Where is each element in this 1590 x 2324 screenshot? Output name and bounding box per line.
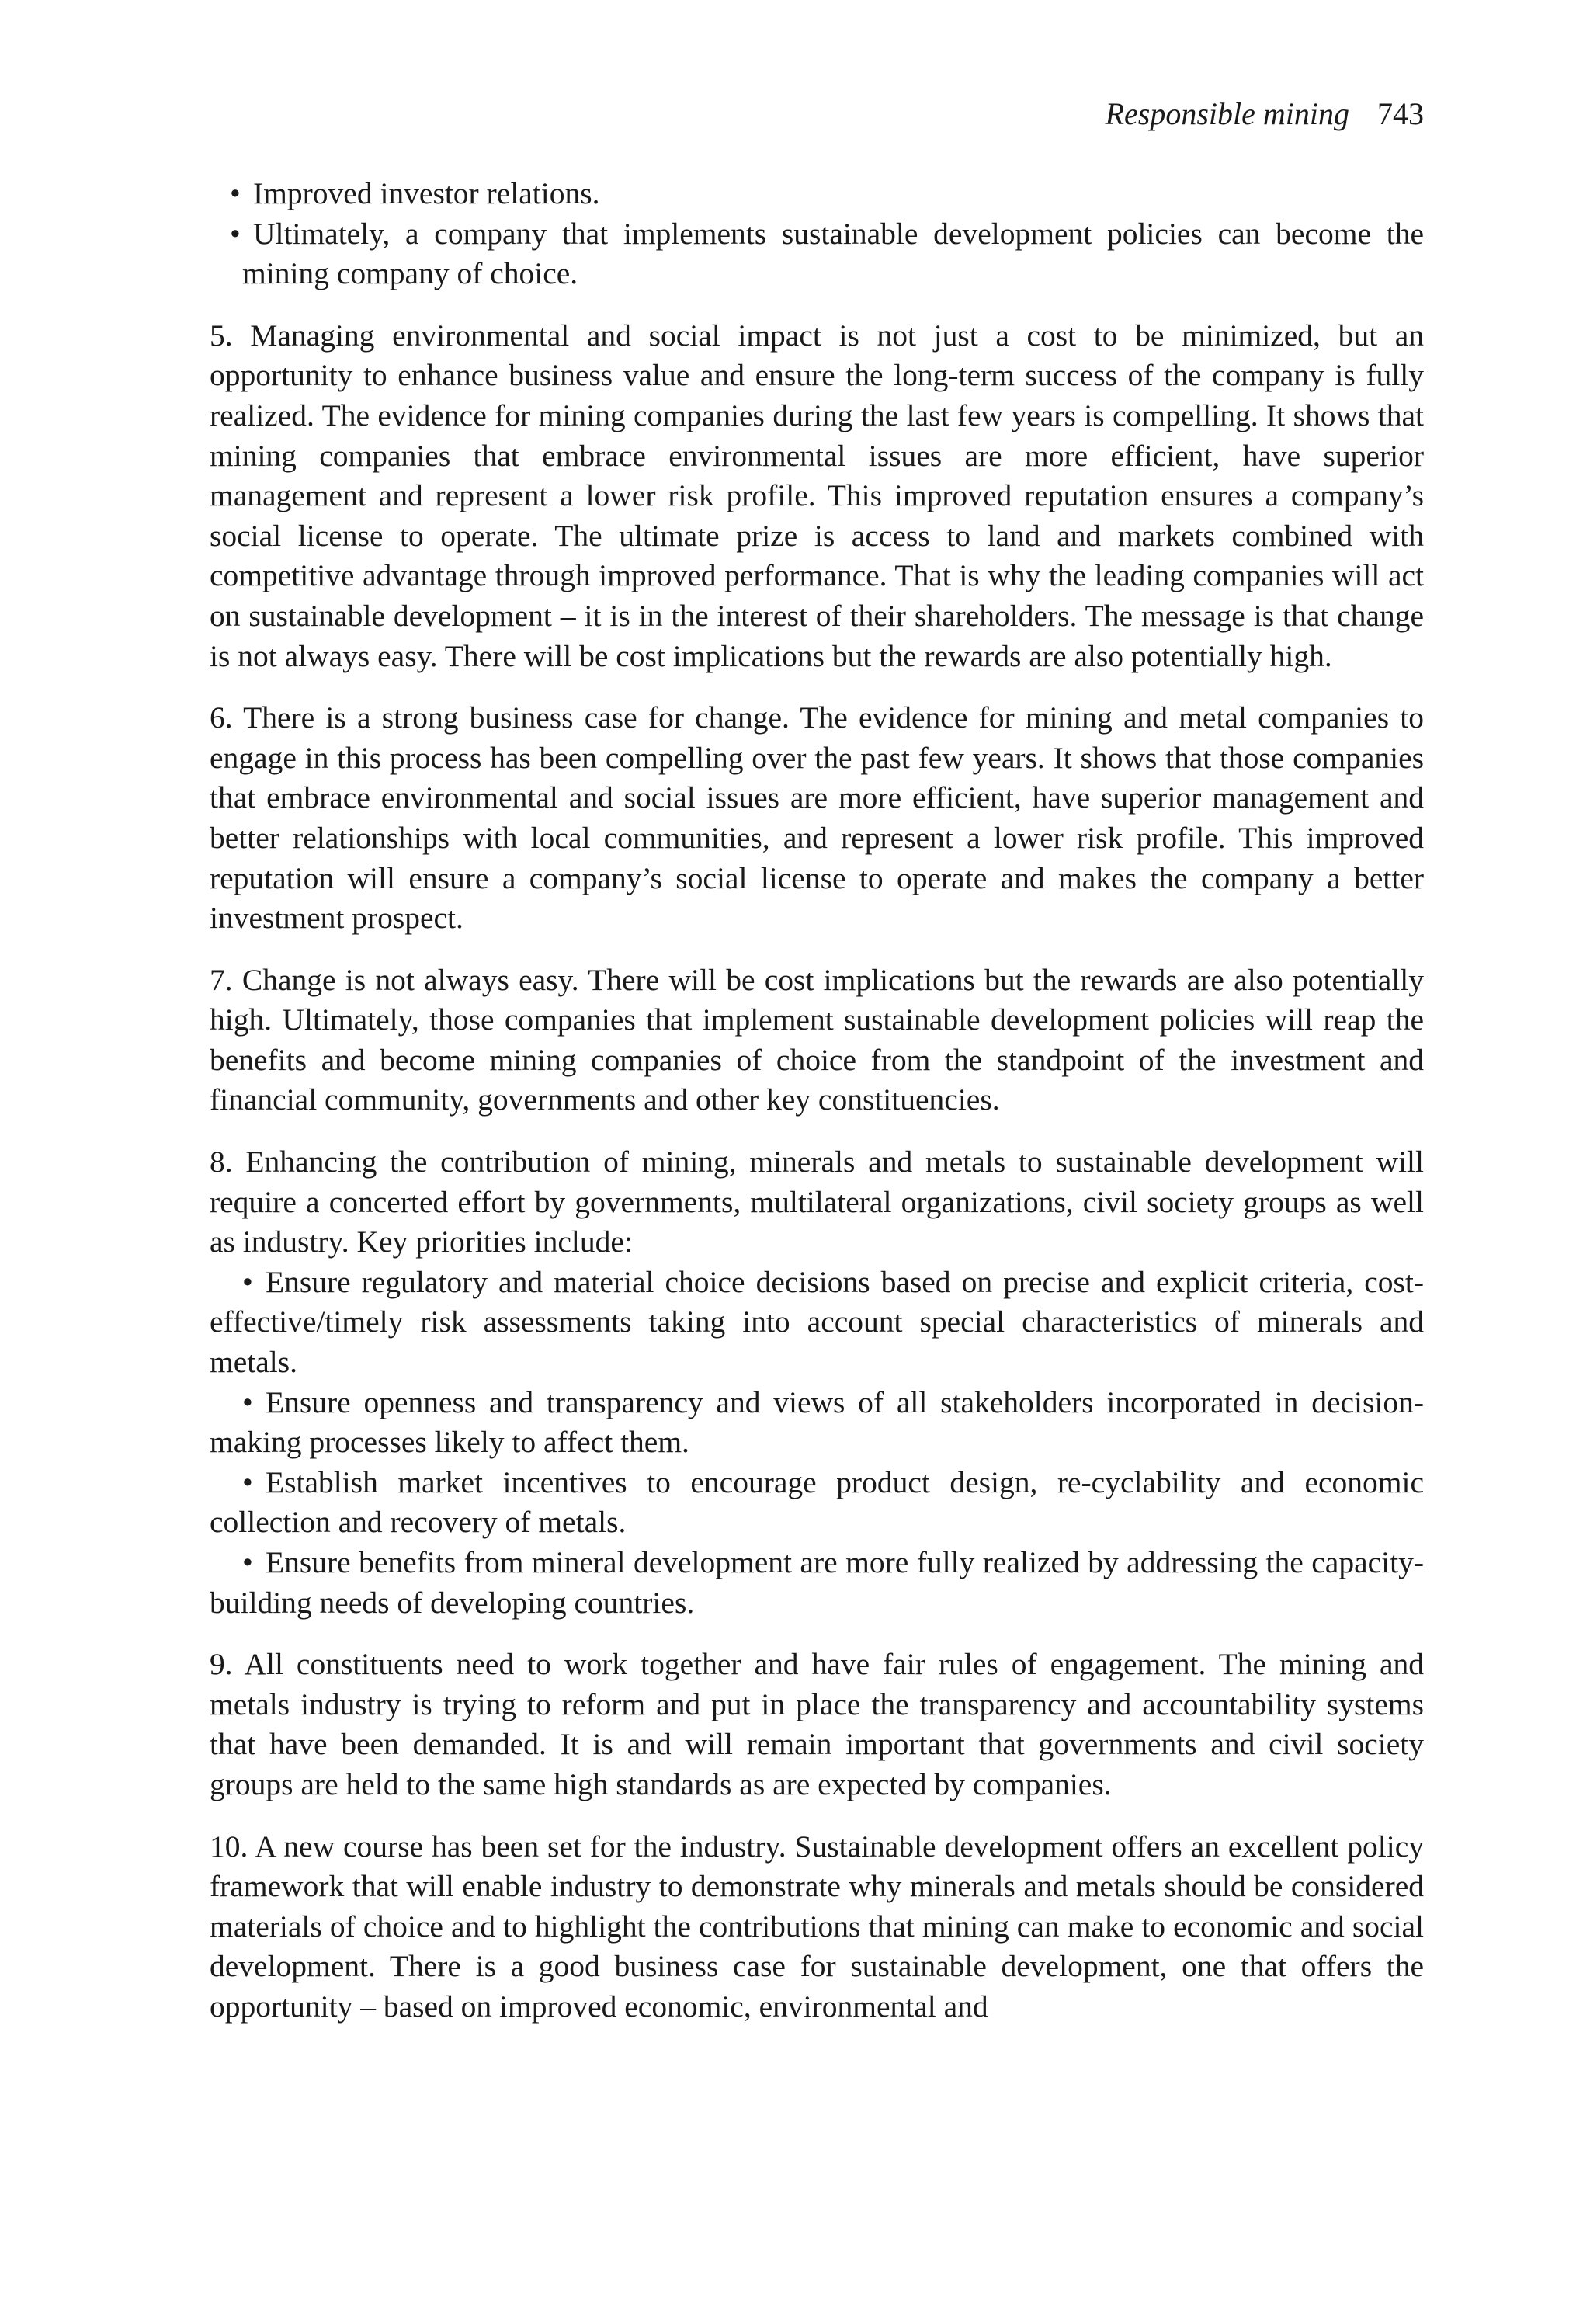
intro-bullet: • Improved investor relations. (210, 174, 1424, 214)
paragraph-5: 5. Managing environmental and social impact is not just a cost to be minimized, but an opportunity to enhance business value and ensure the long-term success of the company is fully realized. The evidence for mining companies during the last few years is compelling. It shows that mining companies that embrace environmental issues are more efficient, have superior management and represent a lower risk profile. This improved reputation ensures a company’s social license to operate. The ultimate prize is access to land and markets combined with competitive advantage through improved performance. That is why the leading companies will act on sustainable development – it is in the interest of their shareholders. The message is that change is not always easy. There will be cost implications but the rewards are also potentially high. (210, 318, 1424, 673)
paragraph-8: 8. Enhancing the contribution of mining, minerals and metals to sustainable development will require a concerted effort by governments, multilateral organizations, civil society groups as well as industry. Key priorities include: (210, 1145, 1424, 1259)
priority-item: • Ensure regulatory and material choice decisions based on precise and explicit criteria, cost-effective/timely risk assessments taking into account special characteristics of minerals and metals. (210, 1263, 1424, 1383)
priority-item: • Ensure openness and transparency and views of all stakeholders incorporated in decision-making processes likely to affect them. (210, 1383, 1424, 1463)
running-title: Responsible mining (1105, 96, 1349, 131)
priority-item: • Establish market incentives to encourage product design, re-cyclability and economic collection and recovery of metals. (210, 1463, 1424, 1543)
page-number: 743 (1377, 96, 1424, 131)
running-head (1106, 95, 1424, 134)
intro-bullet: • Ultimately, a company that implements sustainable development policies can become the mining company of choice. (210, 214, 1424, 294)
priority-item: • Ensure benefits from mineral development are more fully realized by addressing the capacity-building needs of developing countries. (210, 1543, 1424, 1623)
paragraph-10: 10. A new course has been set for the industry. Sustainable development offers an excellent policy framework that will enable industry to demonstrate why minerals and metals should be considered materials of choice and to highlight the contributions that mining can make to economic and social development. There is a good business case for sustainable development, one that offers the opportunity – based on improved economic, environmental and (210, 1829, 1424, 2024)
paragraph-6: 6. There is a strong business case for change. The evidence for mining and metal companies to engage in this process has been compelling over the past few years. It shows that those companies that embrace environmental and social issues are more efficient, have superior management and better relationships with local communities, and represent a lower risk profile. This improved reputation will ensure a company’s social license to operate and makes the company a better investment prospect. (210, 700, 1424, 936)
paragraph-7: 7. Change is not always easy. There will be cost implications but the rewards are also potentially high. Ultimately, those companies that implement sustainable development policies will reap the benefits and become mining companies of choice from the standpoint of the investment and financial community, governments and other key constituencies. (210, 962, 1424, 1117)
page-body (210, 174, 1424, 2049)
paragraph-9: 9. All constituents need to work together and have fair rules of engagement. The mining and metals industry is trying to reform and put in place the transparency and accountability systems that have been demanded. It is and will remain important that governments and civil society groups are held to the same high standards as are expected by companies. (210, 1647, 1424, 1801)
intro-bullet-list (210, 174, 1424, 294)
